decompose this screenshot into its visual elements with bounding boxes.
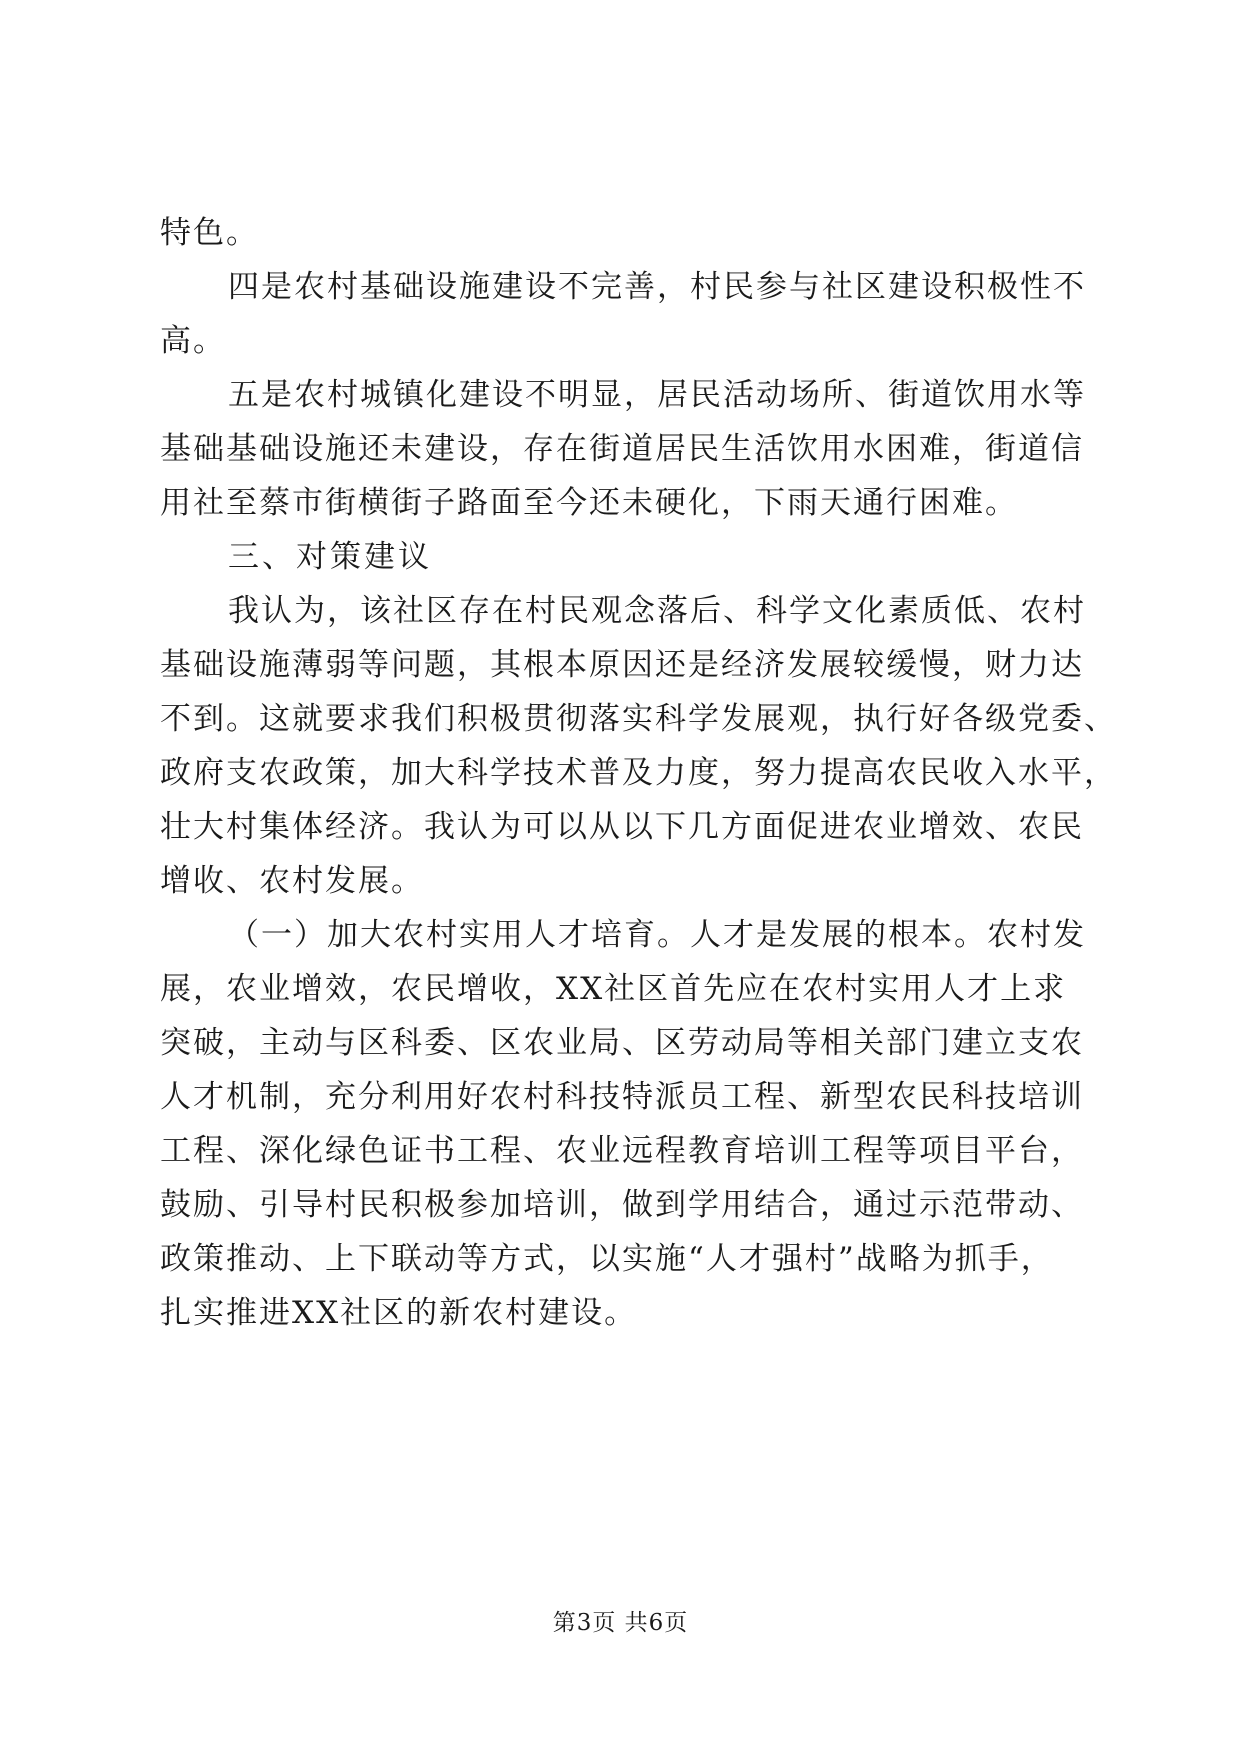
paragraph-line: 扎实推进XX社区的新农村建设。 <box>160 1295 638 1331</box>
paragraph-line: 不到。这就要求我们积极贯彻落实科学发展观，执行好各级党委、 <box>160 701 1117 737</box>
paragraph-line: 壮大村集体经济。我认为可以从以下几方面促进农业增效、农民 <box>160 809 1084 845</box>
paragraph-line: 特色。 <box>160 215 259 251</box>
paragraph-line: 展，农业增效，农民增收，XX社区首先应在农村实用人才上求 <box>160 971 1067 1007</box>
paragraph-line: 鼓励、引导村民积极参加培训，做到学用结合，通过示范带动、 <box>160 1187 1084 1223</box>
paragraph-line: 基础基础设施还未建设，存在街道居民生活饮用水困难，街道信 <box>160 431 1084 467</box>
page-number-footer: 第3页 共6页 <box>552 1610 689 1636</box>
paragraph-line: 四是农村基础设施建设不完善，村民参与社区建设积极性不 <box>228 269 1086 305</box>
paragraph-line: 政策推动、上下联动等方式，以实施“人才强村”战略为抓手， <box>160 1241 1054 1277</box>
paragraph-line: 高。 <box>160 323 226 359</box>
paragraph-line: （一）加大农村实用人才培育。人才是发展的根本。农村发 <box>228 917 1086 953</box>
paragraph-line: 工程、深化绿色证书工程、农业远程教育培训工程等项目平台， <box>160 1133 1084 1169</box>
section-heading: 三、对策建议 <box>228 539 432 575</box>
paragraph-line: 政府支农政策，加大科学技术普及力度，努力提高农民收入水平， <box>160 755 1117 791</box>
paragraph-line: 增收、农村发展。 <box>160 863 424 899</box>
paragraph-line: 用社至蔡市街横街子路面至今还未硬化，下雨天通行困难。 <box>160 485 1018 521</box>
paragraph-line: 基础设施薄弱等问题，其根本原因还是经济发展较缓慢，财力达 <box>160 647 1084 683</box>
paragraph-line: 我认为，该社区存在村民观念落后、科学文化素质低、农村 <box>228 593 1086 629</box>
paragraph-line: 五是农村城镇化建设不明显，居民活动场所、街道饮用水等 <box>228 377 1086 413</box>
paragraph-line: 人才机制，充分利用好农村科技特派员工程、新型农民科技培训 <box>160 1079 1084 1115</box>
paragraph-line: 突破，主动与区科委、区农业局、区劳动局等相关部门建立支农 <box>160 1025 1084 1061</box>
